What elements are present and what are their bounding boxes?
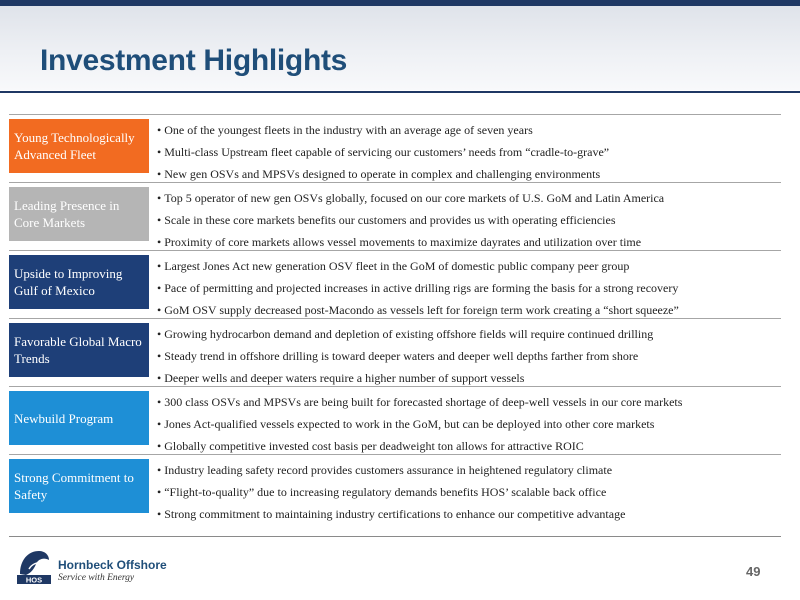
- bullet-item: • Steady trend in offshore drilling is toward deeper waters and deeper well depths farther from shore: [157, 345, 781, 367]
- bullet-item: • Jones Act-qualified vessels expected to work in the GoM, but can be deployed into other core markets: [157, 413, 781, 435]
- bullet-list: [157, 255, 781, 321]
- bullet-item: • GoM OSV supply decreased post-Macondo as vessels left for foreign term work creating a “short squeeze”: [157, 299, 781, 321]
- bullet-item: • Strong commitment to maintaining industry certifications to enhance our competitive advantage: [157, 503, 781, 525]
- bullet-list: [157, 119, 781, 185]
- hos-logo-icon: [14, 546, 54, 586]
- company-tagline: Service with Energy: [58, 573, 135, 583]
- bullet-item: • One of the youngest fleets in the industry with an average age of seven years: [157, 119, 781, 141]
- category-label: Strong Commitment to Safety: [9, 459, 149, 513]
- bullet-item: • Globally competitive invested cost basis per deadweight ton allows for attractive ROIC: [157, 435, 781, 457]
- bullet-list: [157, 459, 781, 525]
- bullet-item: • Proximity of core markets allows vessel movements to maximize dayrates and utilization over time: [157, 231, 781, 253]
- page-number: 49: [746, 564, 761, 579]
- page-title: Investment Highlights: [40, 44, 348, 77]
- bullet-list: [157, 391, 781, 457]
- bullet-item: • Deeper wells and deeper waters require a higher number of support vessels: [157, 367, 781, 389]
- category-label: Leading Presence in Core Markets: [9, 187, 149, 241]
- bullet-item: • Largest Jones Act new generation OSV fleet in the GoM of domestic public company peer group: [157, 255, 781, 277]
- logo-text: HOS: [25, 575, 43, 585]
- highlight-row: [9, 318, 781, 386]
- category-label: Young Technologically Advanced Fleet: [9, 119, 149, 173]
- bullet-item: • Top 5 operator of new gen OSVs globally, focused on our core markets of U.S. GoM and Latin America: [157, 187, 781, 209]
- category-label: Newbuild Program: [9, 391, 149, 445]
- bullet-item: • Industry leading safety record provides customers assurance in heightened regulatory climate: [157, 459, 781, 481]
- highlight-row: [9, 114, 781, 182]
- bullet-item: • Growing hydrocarbon demand and depletion of existing offshore fields will require continued drilling: [157, 323, 781, 345]
- bullet-item: • Pace of permitting and projected increases in active drilling rigs are forming the basis for a strong recovery: [157, 277, 781, 299]
- highlight-row: [9, 250, 781, 318]
- bullet-item: • New gen OSVs and MPSVs designed to operate in complex and challenging environments: [157, 163, 781, 185]
- bullet-list: [157, 323, 781, 389]
- bullet-item: • Scale in these core markets benefits our customers and provides us with operating efficiencies: [157, 209, 781, 231]
- footer-divider: [9, 536, 781, 537]
- company-name: Hornbeck Offshore: [58, 558, 167, 572]
- bullet-list: [157, 187, 781, 253]
- bullet-item: • Multi-class Upstream fleet capable of servicing our customers’ needs from “cradle-to-grave”: [157, 141, 781, 163]
- highlights-table: [9, 114, 781, 527]
- bullet-item: • “Flight-to-quality” due to increasing regulatory demands benefits HOS’ scalable back office: [157, 481, 781, 503]
- header-divider: [0, 91, 800, 93]
- category-label: Upside to Improving Gulf of Mexico: [9, 255, 149, 309]
- highlight-row: [9, 386, 781, 454]
- bullet-item: • 300 class OSVs and MPSVs are being built for forecasted shortage of deep-well vessels in our core markets: [157, 391, 781, 413]
- highlight-row: [9, 182, 781, 250]
- highlight-row: [9, 454, 781, 527]
- category-label: Favorable Global Macro Trends: [9, 323, 149, 377]
